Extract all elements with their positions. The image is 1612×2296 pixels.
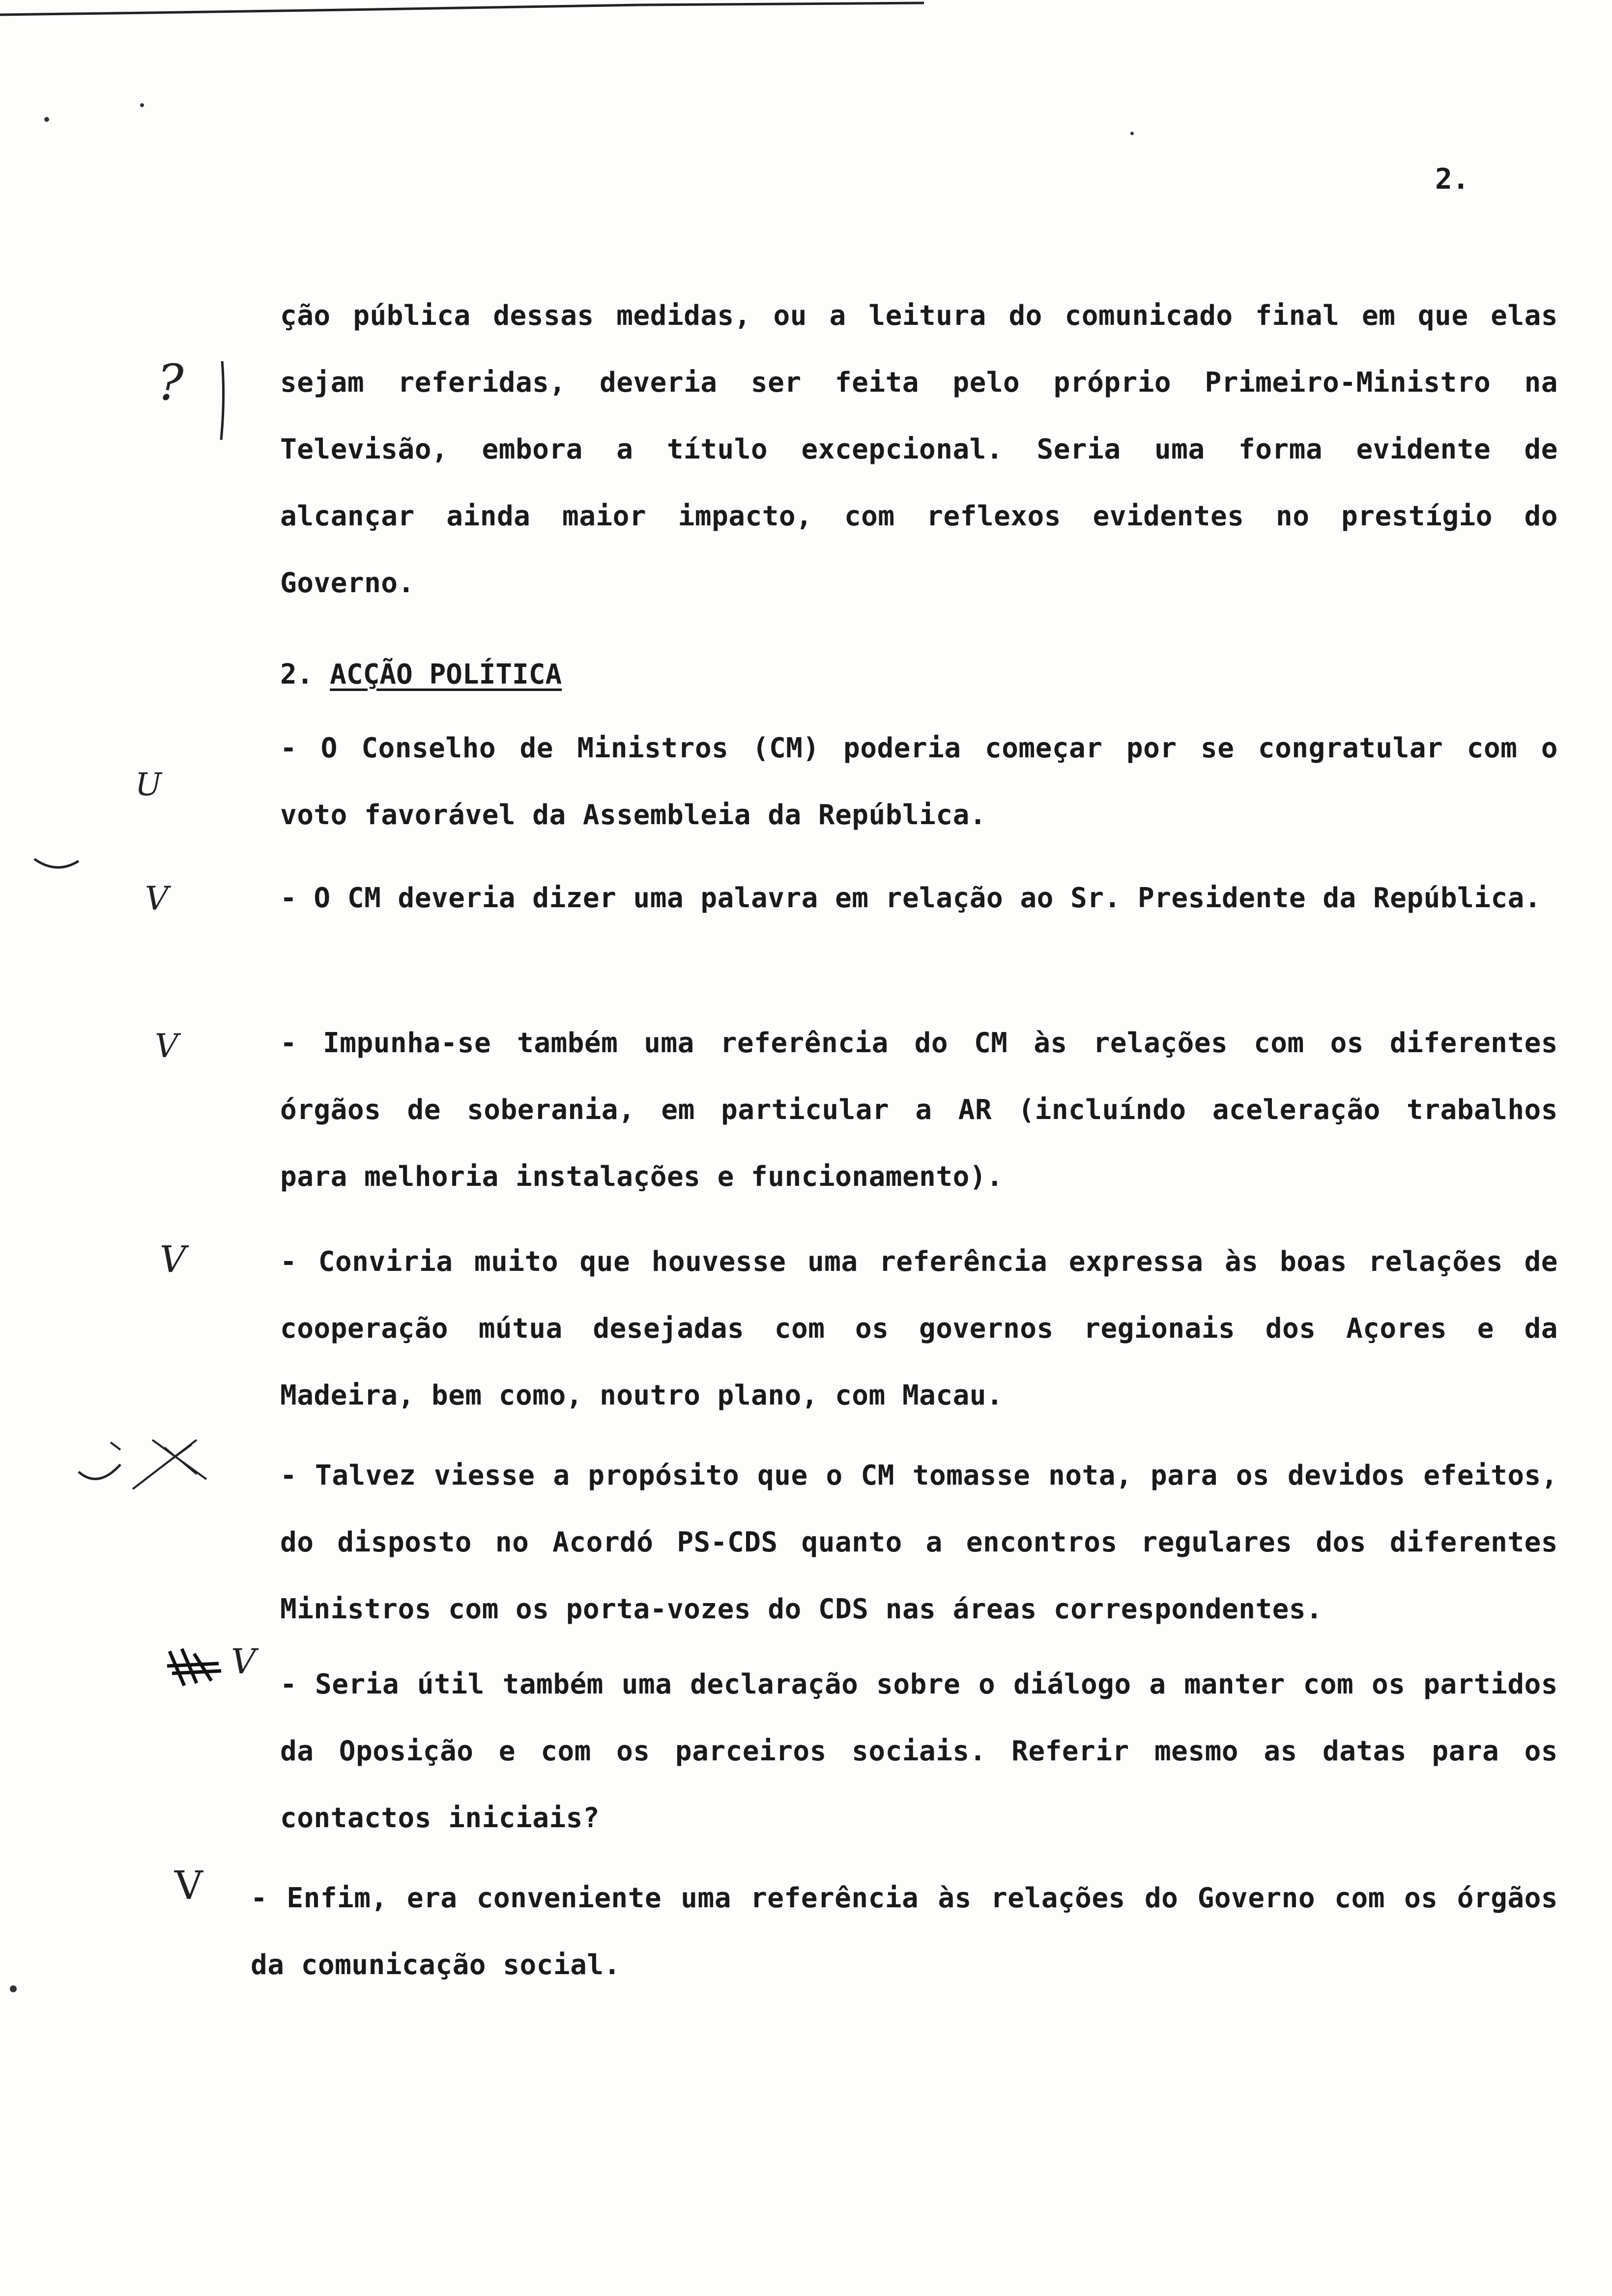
list-item: - Seria útil também uma declaração sobre o diálogo a manter com os partidos da Oposição e com os parceiros sociais. Referir mesmo as datas para os contactos iniciais?	[280, 1668, 1558, 1834]
handwritten-check-v: V	[155, 1027, 178, 1065]
scan-speck	[44, 117, 49, 122]
handwritten-u-mark: U	[135, 767, 162, 803]
scan-speck	[140, 103, 144, 107]
handwritten-check-v: V	[160, 1238, 186, 1281]
handwritten-check-v: V	[145, 880, 169, 918]
list-item: - O Conselho de Ministros (CM) poderia começar por se congratular com o voto favorável da Assembleia da República.	[280, 732, 1558, 831]
list-item: - Enfim, era conveniente uma referência às relações do Governo com os órgãos da comunicação social.	[251, 1882, 1558, 1981]
top-edge-rule	[0, 0, 934, 20]
handwritten-vertical-bar	[216, 359, 231, 442]
page-number: 2.	[1435, 162, 1469, 196]
intro-paragraph-text: ção pública dessas medidas, ou a leitura do comunicado final em que elas sejam referidas, deveria ser feita pelo próprio Primeiro-Ministro na Televisão, embora a título excepcional. Seria uma forma evidente de alcançar ainda maior impacto, com reflexos evidentes no prestígio do Governo.	[280, 300, 1558, 599]
handwritten-check-v: V	[231, 1641, 256, 1682]
list-item: - O CM deveria dizer uma palavra em relação ao Sr. Presidente da República.	[280, 882, 1542, 914]
section-title: ACÇÃO POLÍTICA	[330, 659, 562, 690]
handwritten-check-v: V	[174, 1863, 203, 1908]
section-number: 2.	[280, 659, 314, 690]
scan-speck	[10, 1985, 17, 1992]
scan-speck	[1130, 132, 1134, 135]
intro-paragraph	[280, 283, 1558, 617]
handwritten-question-mark: ?	[157, 354, 184, 411]
list-item: - Talvez viesse a propósito que o CM tomasse nota, para os devidos efeitos, do disposto no Acordó PS-CDS quanto a encontros regulares dos diferentes Ministros com os porta-vozes do CDS nas áreas correspondentes.	[280, 1460, 1558, 1625]
handwritten-curve-x-mark	[74, 1425, 211, 1504]
list-item: - Impunha-se também uma referência do CM às relações com os diferentes órgãos de soberania, em particular a AR (incluíndo aceleração trabalhos para melhoria instalações e funcionamento).	[280, 1027, 1558, 1193]
handwritten-curve-mark	[32, 855, 81, 875]
section-heading	[280, 641, 562, 708]
list-item: - Conviria muito que houvesse uma referência expressa às boas relações de cooperação mútua desejadas com os governos regionais dos Açores e da Madeira, bem como, noutro plano, com Macau.	[280, 1246, 1558, 1411]
handwritten-scribble-mark	[165, 1644, 229, 1693]
